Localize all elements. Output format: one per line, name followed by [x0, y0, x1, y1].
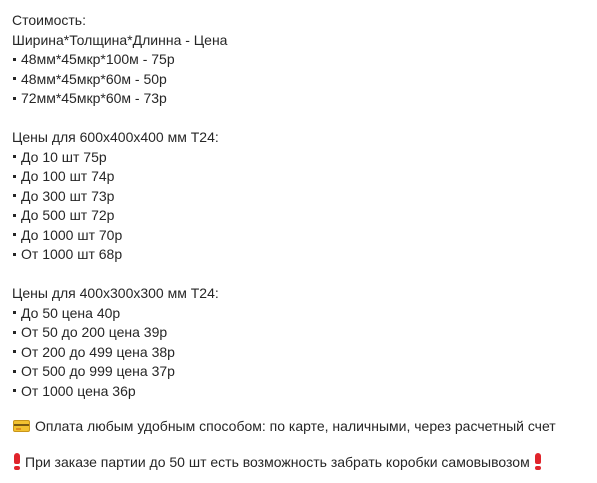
pickup-note-text: При заказе партии до 50 шт есть возможность забрать коробки самовывозом [25, 453, 530, 470]
list-item: От 200 до 499 цена 38р [12, 343, 592, 363]
bullet-icon [13, 389, 16, 392]
bullet-icon [13, 350, 16, 353]
list-item: 48мм*45мкр*60м - 50р [12, 70, 592, 90]
bullet-icon [13, 253, 16, 256]
bullet-icon [13, 370, 16, 373]
bullet-icon [13, 311, 16, 314]
spacer [12, 437, 592, 453]
cost-title: Стоимость: [12, 12, 86, 28]
bullet-icon [13, 155, 16, 158]
payment-note [12, 417, 592, 437]
bullet-icon [13, 331, 16, 334]
bullet-icon [13, 175, 16, 178]
bullet-icon [13, 77, 16, 80]
pickup-note [12, 453, 592, 473]
list-item: От 500 до 999 цена 37р [12, 362, 592, 382]
list-item: От 50 до 200 цена 39р [12, 323, 592, 343]
payment-note-text: Оплата любым удобным способом: по карте, наличными, через расчетный счет [35, 418, 556, 434]
list-item: От 1000 цена 36р [12, 382, 592, 402]
spacer [12, 109, 592, 129]
list-item: 48мм*45мкр*100м - 75р [12, 50, 592, 70]
list-item: До 300 шт 73р [12, 187, 592, 207]
box-section-2-title: Цены для 400х300х300 мм Т24: [12, 285, 219, 301]
spacer [12, 265, 592, 285]
list-item: До 1000 шт 70р [12, 226, 592, 246]
list-item: 72мм*45мкр*60м - 73р [12, 89, 592, 109]
list-item: От 1000 шт 68р [12, 245, 592, 265]
bullet-icon [13, 97, 16, 100]
bullet-icon [13, 194, 16, 197]
box-section-1-title: Цены для 600х400х400 мм Т24: [12, 129, 219, 145]
list-item: До 500 шт 72р [12, 206, 592, 226]
cost-header: Ширина*Толщина*Длинна - Цена [12, 31, 228, 48]
exclamation-icon [535, 453, 541, 470]
list-item: До 100 шт 74р [12, 167, 592, 187]
credit-card-icon [13, 420, 30, 432]
bullet-icon [13, 233, 16, 236]
bullet-icon [13, 214, 16, 217]
spacer [12, 401, 592, 417]
bullet-icon [13, 58, 16, 61]
list-item: До 10 шт 75р [12, 148, 592, 168]
list-item: До 50 цена 40р [12, 304, 592, 324]
exclamation-icon [14, 453, 20, 470]
